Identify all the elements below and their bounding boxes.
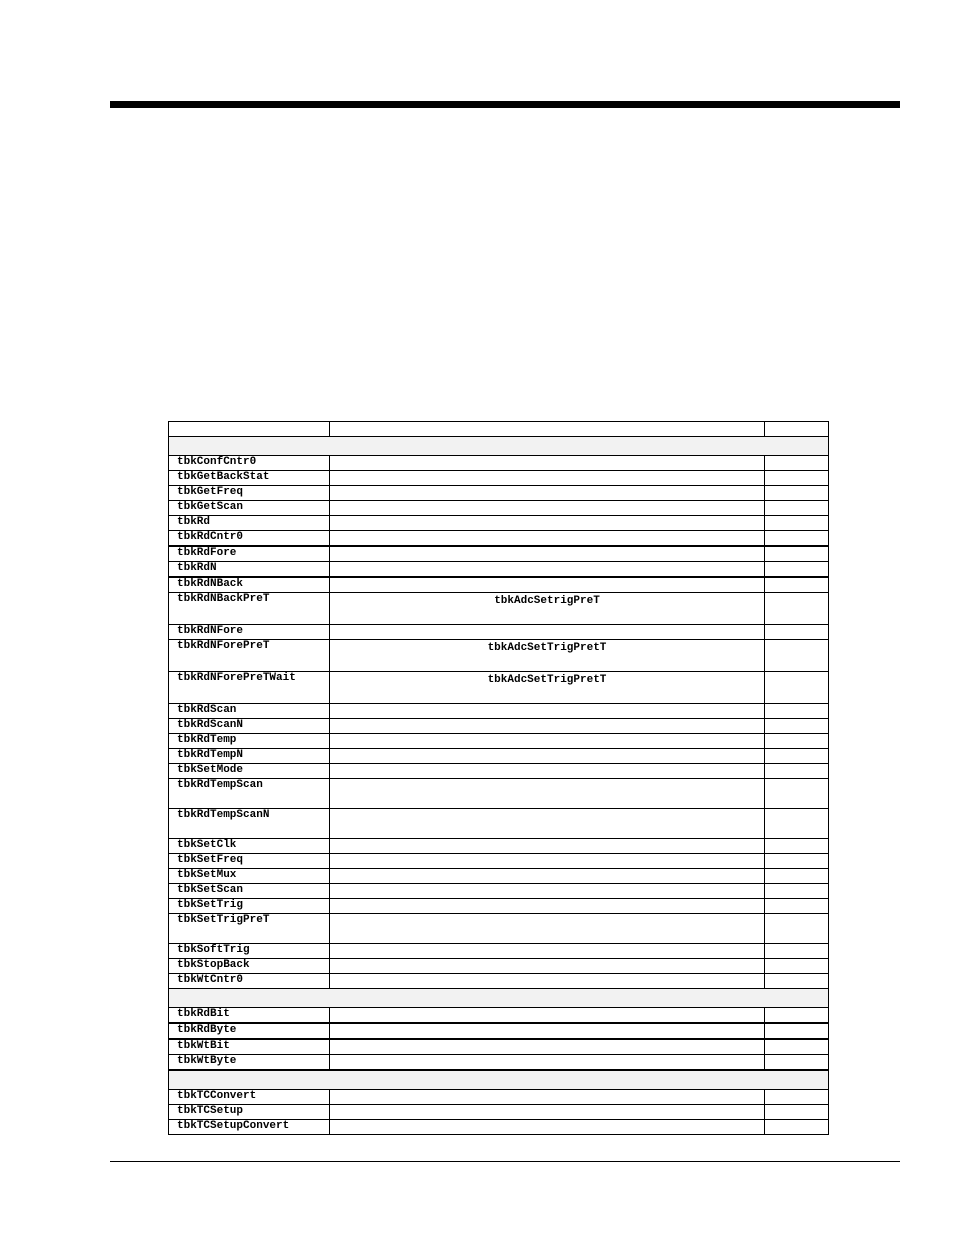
function-name-cell: tbkRdTemp [169,734,330,749]
function-name-cell: tbkRd [169,516,330,531]
table-row [169,625,829,640]
page-ref-cell [765,809,829,839]
page-ref-cell [765,719,829,734]
function-name-cell: tbkSetClk [169,839,330,854]
page-ref-cell [765,471,829,486]
description-cell [330,809,765,839]
table-row [169,471,829,486]
function-name-cell: tbkGetBackStat [169,471,330,486]
description-cell [330,1055,765,1071]
page-ref-cell [765,1090,829,1105]
function-name-cell: tbkSoftTrig [169,944,330,959]
description-cell [330,577,765,593]
section-cell [169,1070,829,1090]
table-row [169,959,829,974]
table-row [169,577,829,593]
page-ref-cell [765,1105,829,1120]
description-cell [330,944,765,959]
description-cell [330,1023,765,1039]
function-name-cell: tbkSetMux [169,869,330,884]
section-cell [169,437,829,456]
table-row [169,1023,829,1039]
table-row [169,884,829,899]
function-table-body [169,422,829,1135]
function-name-cell: tbkTCSetupConvert [169,1120,330,1135]
page-ref-cell [765,486,829,501]
page-ref-cell [765,734,829,749]
function-name-cell: tbkRdNForePreT [169,640,330,672]
function-name-cell: tbkConfCntr0 [169,456,330,471]
table-row [169,1008,829,1024]
description-cell: tbkAdcSetTrigPretT [330,640,765,672]
section-row [169,437,829,456]
page-ref-cell [765,1055,829,1071]
page-ref-cell [765,531,829,547]
table-row [169,672,829,704]
page-ref-cell [765,1120,829,1135]
table-row [169,516,829,531]
description-cell [330,854,765,869]
function-name-cell: tbkRdByte [169,1023,330,1039]
description-cell [330,1008,765,1024]
table-row [169,1090,829,1105]
table-row [169,1120,829,1135]
page-ref-cell [765,944,829,959]
function-name-cell: tbkRdNForePreTWait [169,672,330,704]
function-name-cell: tbkRdBit [169,1008,330,1024]
page-ref-cell [765,546,829,562]
function-name-cell: tbkRdCntr0 [169,531,330,547]
page-ref-cell [765,516,829,531]
page-ref-cell [765,672,829,704]
table-row [169,839,829,854]
table-row [169,456,829,471]
table-row [169,1039,829,1055]
function-name-cell: tbkSetScan [169,884,330,899]
description-cell: tbkAdcSetTrigPretT [330,672,765,704]
table-row [169,764,829,779]
table-row [169,914,829,944]
function-name-cell: tbkGetScan [169,501,330,516]
function-name-cell: tbkRdScan [169,704,330,719]
description-cell [330,501,765,516]
page-ref-cell [765,1023,829,1039]
page-ref-cell [765,764,829,779]
page-ref-cell [765,839,829,854]
table-row [169,562,829,578]
description-cell [330,1090,765,1105]
description-cell [330,839,765,854]
description-cell [330,531,765,547]
description-cell [330,1039,765,1055]
table-row [169,593,829,625]
page-ref-cell [765,562,829,578]
function-name-cell: tbkRdNBack [169,577,330,593]
description-cell [330,734,765,749]
description-cell [330,764,765,779]
table-row [169,854,829,869]
description-cell [330,914,765,944]
table-row [169,779,829,809]
table-row [169,501,829,516]
description-cell [330,546,765,562]
table-row [169,486,829,501]
function-name-cell: tbkRdFore [169,546,330,562]
function-name-cell: tbkRdTempScan [169,779,330,809]
description-cell [330,471,765,486]
function-name-cell: tbkRdNBackPreT [169,593,330,625]
page-ref-cell [765,704,829,719]
table-row [169,809,829,839]
function-name-cell: tbkRdScanN [169,719,330,734]
table-row [169,974,829,989]
page-ref-cell [765,640,829,672]
table-row [169,869,829,884]
table-row [169,734,829,749]
page-ref-cell [765,501,829,516]
function-name-cell: tbkSetTrigPreT [169,914,330,944]
description-cell [330,562,765,578]
function-name-cell: tbkRdTempN [169,749,330,764]
description-cell [330,1105,765,1120]
section-cell [169,989,829,1008]
function-name-cell: tbkTCConvert [169,1090,330,1105]
table-row [169,546,829,562]
table-row [169,704,829,719]
description-cell [330,516,765,531]
function-name-cell: tbkStopBack [169,959,330,974]
page-ref-cell [765,854,829,869]
page-ref-cell [765,593,829,625]
function-name-cell: tbkSetFreq [169,854,330,869]
description-cell [330,959,765,974]
section-row [169,1070,829,1090]
table-row [169,899,829,914]
description-cell [330,884,765,899]
page-ref-cell [765,974,829,989]
description-cell [330,974,765,989]
description-cell [330,779,765,809]
function-table [168,421,829,1135]
table-row [169,1055,829,1071]
page-ref-cell [765,625,829,640]
table-row [169,640,829,672]
bottom-rule [110,1161,900,1162]
function-name-cell [169,422,330,437]
function-name-cell: tbkWtCntr0 [169,974,330,989]
page-ref-cell [765,1008,829,1024]
description-cell [330,1120,765,1135]
description-cell [330,456,765,471]
description-cell [330,899,765,914]
page-ref-cell [765,884,829,899]
function-name-cell: tbkGetFreq [169,486,330,501]
function-name-cell: tbkTCSetup [169,1105,330,1120]
function-name-cell: tbkSetMode [169,764,330,779]
function-name-cell: tbkWtByte [169,1055,330,1071]
page-ref-cell [765,1039,829,1055]
page-ref-cell [765,749,829,764]
table-row [169,749,829,764]
table-row [169,531,829,547]
function-name-cell: tbkWtBit [169,1039,330,1055]
function-name-cell: tbkSetTrig [169,899,330,914]
page-ref-cell [765,914,829,944]
page-ref-cell [765,959,829,974]
description-cell [330,749,765,764]
description-cell [330,486,765,501]
function-name-cell: tbkRdTempScanN [169,809,330,839]
page-ref-cell [765,869,829,884]
page-ref-cell [765,577,829,593]
description-cell [330,625,765,640]
table-row [169,944,829,959]
page-ref-cell [765,422,829,437]
page-ref-cell [765,899,829,914]
description-cell [330,704,765,719]
page-ref-cell [765,779,829,809]
function-name-cell: tbkRdN [169,562,330,578]
table-row [169,1105,829,1120]
page-ref-cell [765,456,829,471]
description-cell [330,719,765,734]
description-cell: tbkAdcSetrigPreT [330,593,765,625]
description-cell [330,869,765,884]
table-row [169,719,829,734]
section-row [169,989,829,1008]
description-cell [330,422,765,437]
top-rule [110,101,900,108]
header-row [169,422,829,437]
function-name-cell: tbkRdNFore [169,625,330,640]
